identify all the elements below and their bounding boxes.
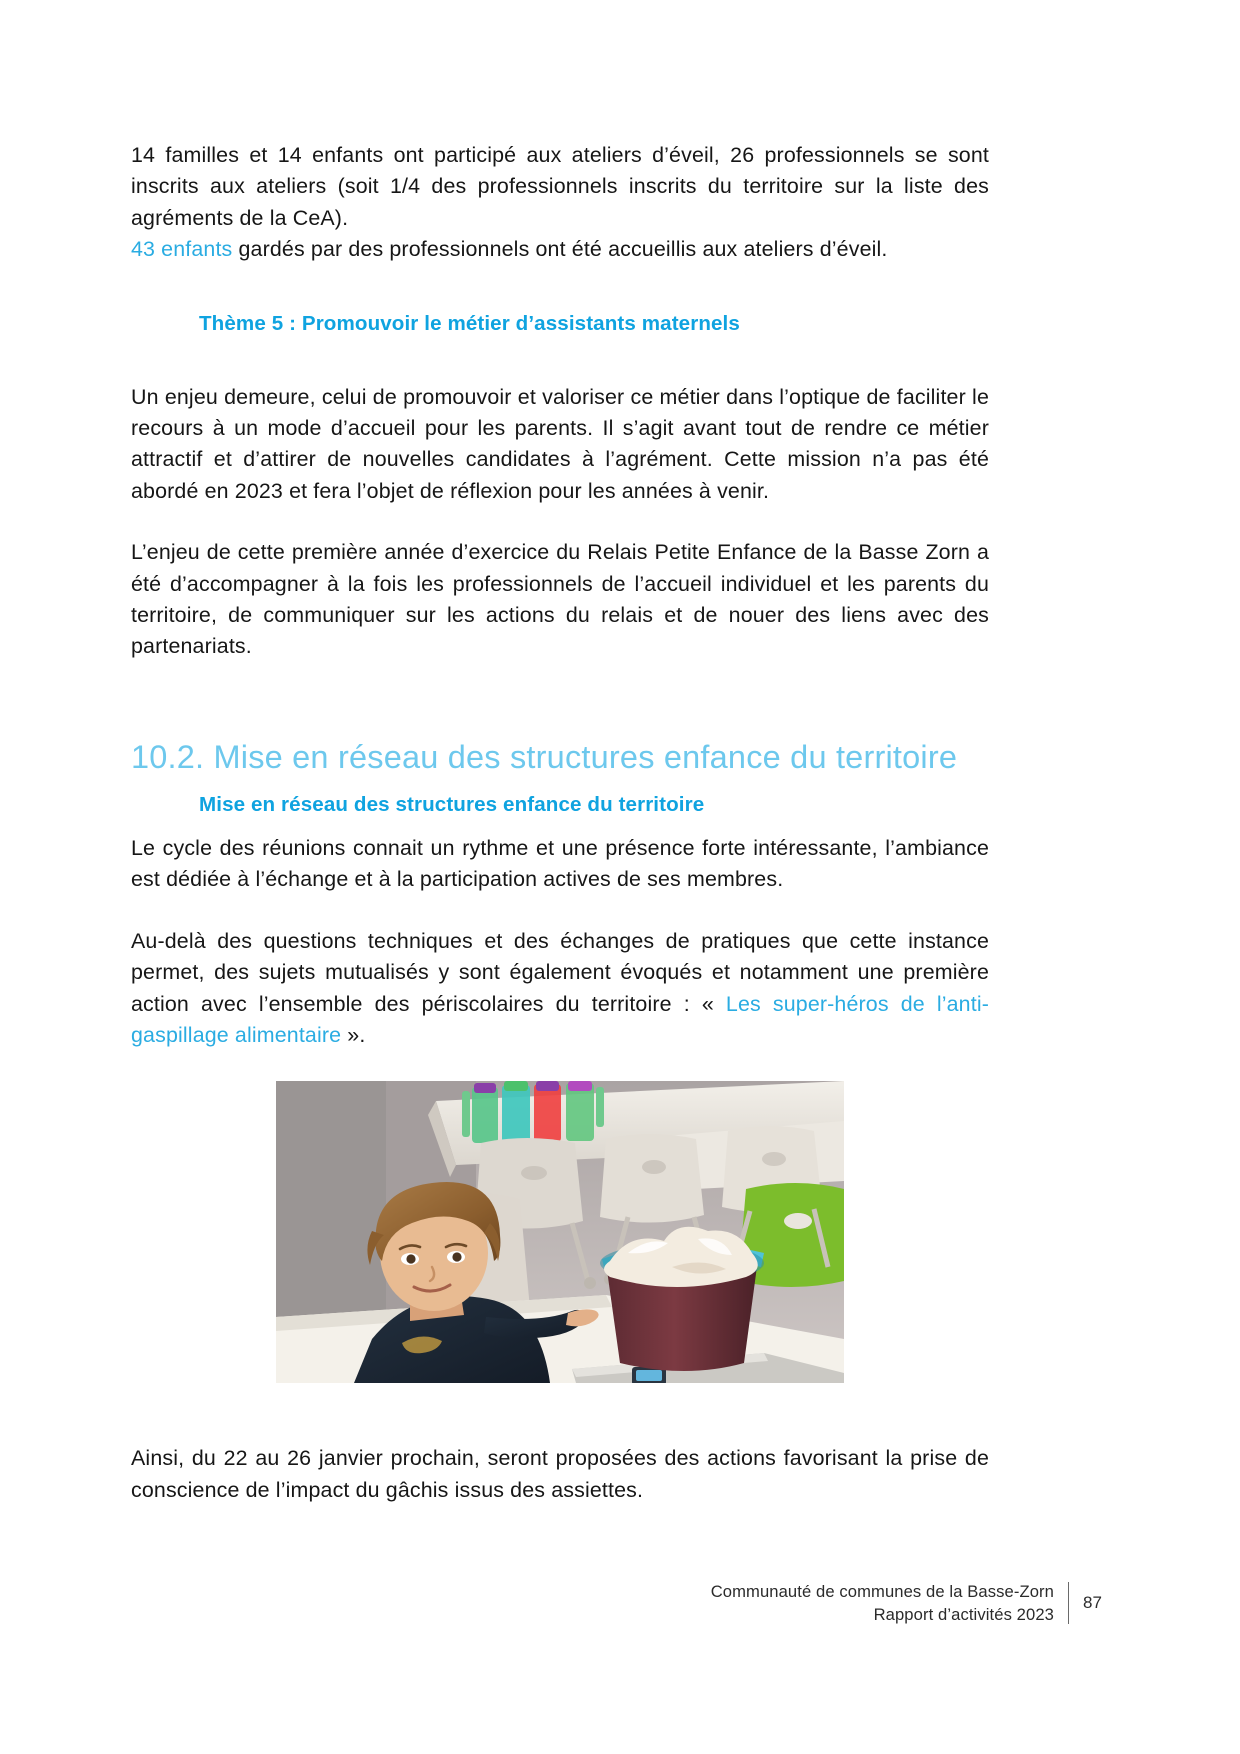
- spacer: [131, 723, 989, 737]
- paragraph-enjeu-demeure: Un enjeu demeure, celui de promouvoir et valoriser ce métier dans l’optique de faciliter le recours à un mode d’accueil pour les parents. Il s’agit avant tout de rendre ce métier attractif et d’attirer de nouvelles candidates à l’agrément. Cette mission n’a pas été abordé en 2023 et fera l’objet de réflexion pour les années à venir.: [131, 384, 989, 503]
- highlight-super-heros: Les super-héros de l’anti-gaspillage alimentaire: [131, 991, 989, 1047]
- paragraph-ainsi-janvier: Ainsi, du 22 au 26 janvier prochain, seront proposées des actions favorisant la prise de conscience de l’impact du gâchis issus des assiettes.: [131, 1446, 989, 1502]
- photo-figure: [276, 1081, 844, 1383]
- subsection-heading-mise-en-reseau: Mise en réseau des structures enfance du territoire: [199, 792, 705, 816]
- photo-illustration: [276, 1081, 844, 1383]
- paragraph-cycle-reunions: Le cycle des réunions connait un rythme et une présence forte intéressante, l’ambiance est dédiée à l’échange et à la participation actives de ses membres.: [131, 835, 989, 892]
- spacer: [131, 819, 989, 833]
- paragraph-au-dela: [131, 926, 989, 1052]
- spacer: [131, 777, 989, 791]
- paragraph-intro: 14 familles et 14 enfants ont participé aux ateliers d’éveil, 26 professionnels se sont inscrits aux ateliers (soit 1/4 des professionnels inscrits du territoire sur la liste des agréments de la CeA).: [131, 143, 989, 230]
- theme-5-heading: Thème 5 : Promouvoir le métier d’assistants maternels: [199, 311, 740, 335]
- page-footer: [131, 1580, 1109, 1626]
- paragraph-43-enfants: [131, 234, 989, 265]
- spacer: [131, 896, 989, 926]
- spacer: [131, 338, 989, 382]
- spacer: [131, 1051, 989, 1081]
- spacer: [131, 507, 989, 537]
- page-content: [131, 140, 989, 1506]
- footer-line-1: Communauté de communes de la Basse-Zorn: [710, 1582, 1054, 1601]
- footer-organisation: [711, 1580, 1068, 1626]
- paragraph-au-dela-part2: ».: [341, 1022, 366, 1047]
- highlight-43-enfants: 43 enfants: [131, 237, 233, 262]
- paragraph-enjeu-premiere-annee: L’enjeu de cette première année d’exercice du Relais Petite Enfance de la Basse Zorn a été d’accompagner à la fois les professionnels de l’accueil individuel et les parents du territoire, de communiquer sur les actions du relais et de nouer des liens avec des partenariats.: [131, 540, 989, 659]
- section-heading-10-2: 10.2. Mise en réseau des structures enfance du territoire: [131, 738, 958, 775]
- footer-line-2: Rapport d’activités 2023: [873, 1605, 1054, 1624]
- spacer: [131, 266, 989, 310]
- paragraph-au-dela-part1: Au-delà des questions techniques et des échanges de pratiques que cette instance permet, des sujets mutualisés y sont également évoqués et notamment une première action avec l’ensemble des périscolaires du territoire : «: [131, 928, 989, 1016]
- paragraph-43-enfants-rest: gardés par des professionnels ont été accueillis aux ateliers d’éveil.: [232, 237, 888, 262]
- spacer: [131, 1383, 989, 1443]
- spacer: [131, 663, 989, 723]
- photo-cantine-anti-gaspillage: [276, 1081, 844, 1383]
- page-number: 87: [1083, 1593, 1102, 1612]
